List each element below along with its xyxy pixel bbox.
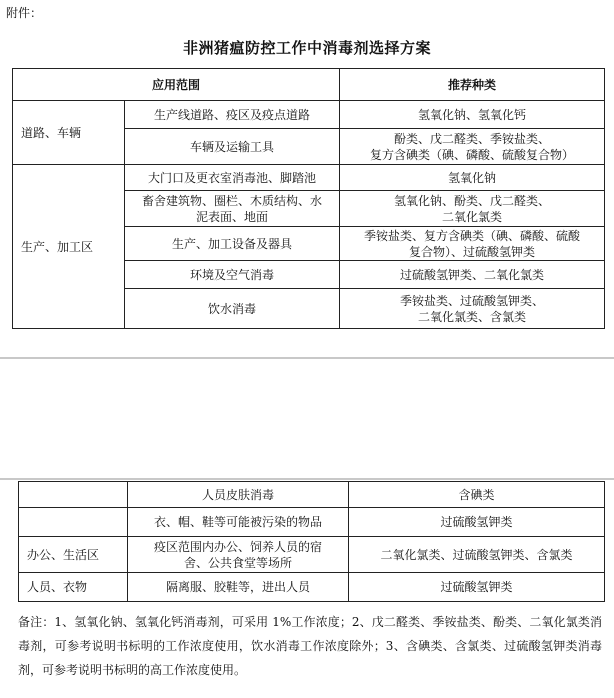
recommended-cell: 氢氧化钠 bbox=[340, 165, 605, 191]
recommended-line: 二氧化氯类 bbox=[442, 209, 503, 224]
recommended-cell bbox=[340, 191, 605, 227]
scope-cell bbox=[128, 537, 349, 573]
scope-cell: 饮水消毒 bbox=[125, 289, 340, 329]
scope-cell: 生产线道路、疫区及疫点道路 bbox=[125, 101, 340, 129]
table-row bbox=[19, 537, 605, 573]
scope-line: 舍、公共食堂等场所 bbox=[183, 555, 292, 570]
scope-cell: 隔离服、胶鞋等，进出人员 bbox=[128, 573, 349, 602]
recommended-line: 复方含碘类（碘、磷酸、硫酸复合物） bbox=[370, 147, 575, 162]
disinfectant-table-bottom bbox=[18, 481, 605, 602]
recommended-line: 酚类、戊二醛类、季铵盐类、 bbox=[394, 131, 551, 146]
recommended-line: 二氧化氯类、含氯类 bbox=[418, 309, 527, 324]
scope-cell: 衣、帽、鞋等可能被污染的物品 bbox=[128, 508, 349, 537]
recommended-line: 季铵盐类、复方含碘类（碘、磷酸、硫酸 bbox=[364, 228, 581, 243]
page-break-line bbox=[0, 478, 614, 480]
table-row bbox=[13, 101, 605, 129]
category-roads-vehicles: 道路、车辆 bbox=[13, 101, 125, 165]
recommended-cell: 过硫酸氢钾类、二氧化氯类 bbox=[340, 261, 605, 289]
category-office-living: 办公、生活区 bbox=[19, 537, 128, 573]
table-row bbox=[19, 573, 605, 602]
header-recommended: 推荐种类 bbox=[340, 69, 605, 101]
recommended-line: 氢氧化钠、酚类、戊二醛类、 bbox=[394, 193, 551, 208]
recommended-cell bbox=[340, 289, 605, 329]
recommended-cell: 二氧化氯类、过硫酸氢钾类、含氯类 bbox=[349, 537, 605, 573]
recommended-cell: 过硫酸氢钾类 bbox=[349, 508, 605, 537]
page-break-line bbox=[0, 357, 614, 359]
footnote: 备注：1、氢氧化钠、氢氧化钙消毒剂，可采用 1%工作浓度；2、戊二醛类、季铵盐类、酚类、二氧化氯类消毒剂，可参考说明书标明的工作浓度使用，饮水消毒工作浓度除外；3、含碘类、含氯类、过硫酸氢钾类消毒剂，可参考说明书标明的高工作浓度使用。 bbox=[18, 615, 602, 677]
table-header-row bbox=[13, 69, 605, 101]
recommended-cell: 含碘类 bbox=[349, 482, 605, 508]
scope-cell: 人员皮肤消毒 bbox=[128, 482, 349, 508]
annex-label: 附件： bbox=[6, 6, 43, 20]
category-production-area: 生产、加工区 bbox=[13, 165, 125, 329]
header-scope: 应用范围 bbox=[13, 69, 340, 101]
table-row bbox=[13, 165, 605, 191]
scope-cell bbox=[125, 191, 340, 227]
scope-line: 畜舍建筑物、圈栏、木质结构、水 bbox=[142, 193, 323, 208]
document-title: 非洲猪瘟防控工作中消毒剂选择方案 bbox=[182, 39, 431, 57]
disinfectant-table-top bbox=[12, 68, 605, 329]
table-row bbox=[19, 508, 605, 537]
recommended-line: 季铵盐类、过硫酸氢钾类、 bbox=[400, 293, 545, 308]
scope-cell: 车辆及运输工具 bbox=[125, 129, 340, 165]
table-row bbox=[19, 482, 605, 508]
recommended-cell bbox=[340, 129, 605, 165]
scope-line: 疫区范围内办公、饲养人员的宿 bbox=[153, 539, 322, 554]
recommended-cell bbox=[340, 227, 605, 261]
recommended-cell: 过硫酸氢钾类 bbox=[349, 573, 605, 602]
scope-cell: 大门口及更衣室消毒池、脚踏池 bbox=[125, 165, 340, 191]
scope-line: 泥表面、地面 bbox=[196, 209, 269, 224]
category-cell bbox=[19, 508, 128, 537]
scope-cell: 生产、加工设备及器具 bbox=[125, 227, 340, 261]
category-personnel-clothing: 人员、衣物 bbox=[19, 573, 128, 602]
category-cell bbox=[19, 482, 128, 508]
recommended-line: 复合物）、过硫酸氢钾类 bbox=[409, 244, 536, 259]
recommended-cell: 氢氧化钠、氢氧化钙 bbox=[340, 101, 605, 129]
scope-cell: 环境及空气消毒 bbox=[125, 261, 340, 289]
